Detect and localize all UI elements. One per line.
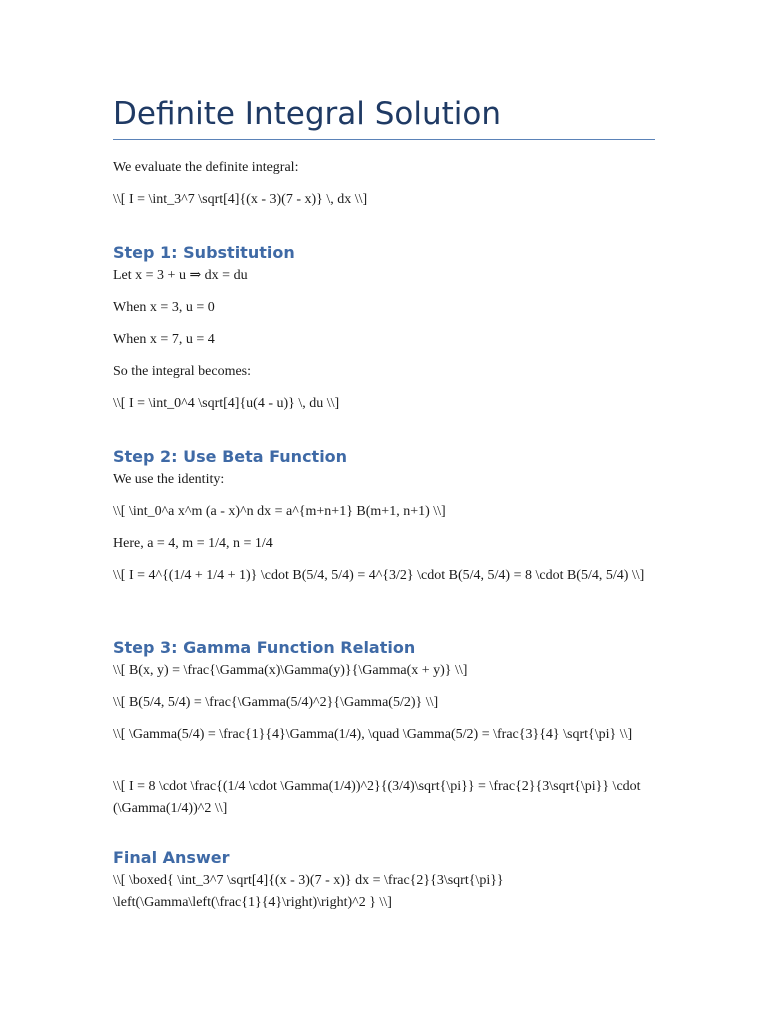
integral-expression: \\[ I = \int_3^7 \sqrt[4]{(x - 3)(7 - x)} \, dx \\] (113, 192, 368, 207)
step-1-heading: Step 1: Substitution (113, 243, 295, 262)
step-3-heading: Step 3: Gamma Function Relation (113, 638, 416, 657)
step-1-line: Let x = 3 + u ⇒ dx = du (113, 268, 248, 283)
step-3-line: \\[ B(x, y) = \frac{\Gamma(x)\Gamma(y)}{\Gamma(x + y)} \\] (113, 663, 468, 678)
page-title: Definite Integral Solution (113, 96, 501, 132)
step-1-line: When x = 3, u = 0 (113, 300, 215, 315)
step-2-heading: Step 2: Use Beta Function (113, 447, 348, 466)
title-divider (113, 139, 655, 140)
final-answer-line: \\[ \boxed{ \int_3^7 \sqrt[4]{(x - 3)(7 - x)} dx = \frac{2}{3\sqrt{\pi}} \left(\Gamma\left(\frac{1}{4}\right)\right)^2 } \\] (113, 873, 504, 910)
step-3-line: \\[ B(5/4, 5/4) = \frac{\Gamma(5/4)^2}{\Gamma(5/2)} \\] (113, 695, 439, 710)
step-3-line: \\[ \Gamma(5/4) = \frac{1}{4}\Gamma(1/4), \quad \Gamma(5/2) = \frac{3}{4} \sqrt{\pi} \\] (113, 727, 633, 742)
step-2-line: \\[ I = 4^{(1/4 + 1/4 + 1)} \cdot B(5/4, 5/4) = 4^{3/2} \cdot B(5/4, 5/4) = 8 \cdot B(5/4, 5/4) \\] (113, 568, 645, 583)
step-2-line: \\[ \int_0^a x^m (a - x)^n dx = a^{m+n+1} B(m+1, n+1) \\] (113, 504, 446, 519)
intro-text: We evaluate the definite integral: (113, 160, 299, 175)
step-1-line: When x = 7, u = 4 (113, 332, 215, 347)
final-answer-heading: Final Answer (113, 848, 230, 867)
step-2-line: We use the identity: (113, 472, 225, 487)
step-1-line: So the integral becomes: (113, 364, 252, 379)
step-3-line: \\[ I = 8 \cdot \frac{(1/4 \cdot \Gamma(1/4))^2}{(3/4)\sqrt{\pi}} = \frac{2}{3\sqrt{\pi}} \cdot (\Gamma(1/4))^2 \\] (113, 779, 641, 816)
step-2-line: Here, a = 4, m = 1/4, n = 1/4 (113, 536, 273, 551)
step-1-line: \\[ I = \int_0^4 \sqrt[4]{u(4 - u)} \, du \\] (113, 396, 340, 411)
